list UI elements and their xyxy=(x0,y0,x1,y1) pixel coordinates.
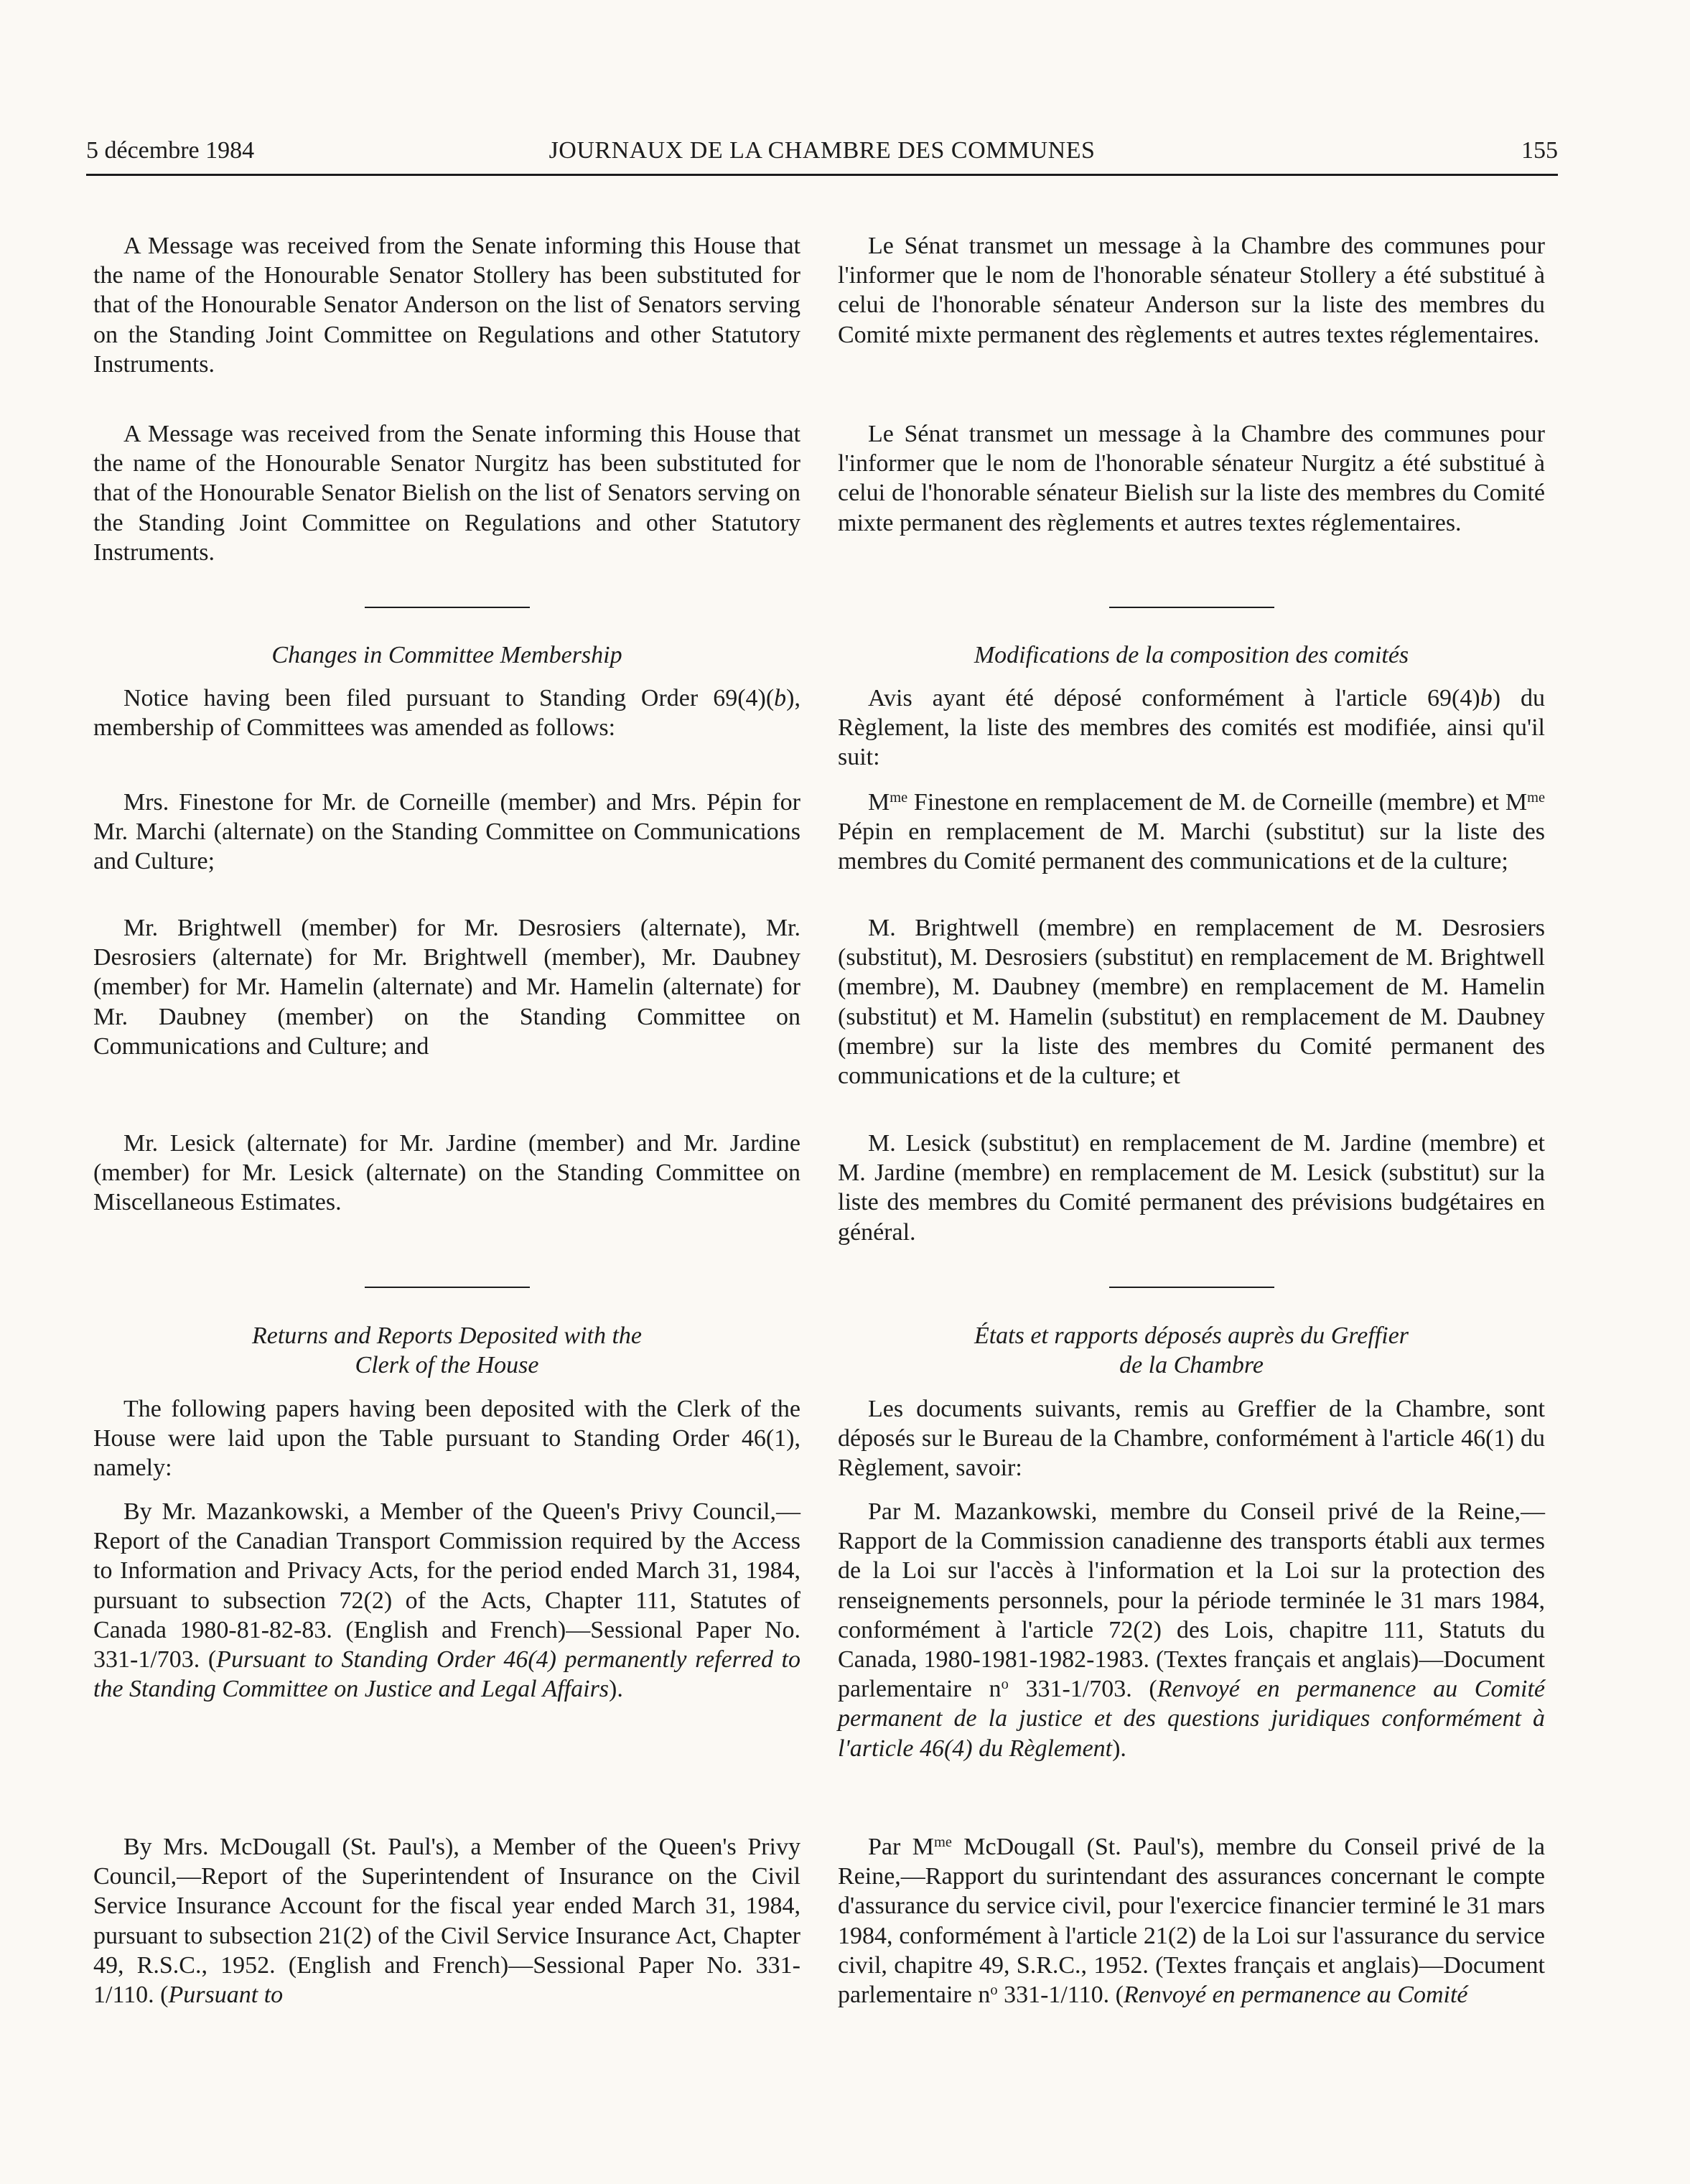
returns-heading-fr: États et rapports déposés auprès du Greffier de la Chambre xyxy=(974,1322,1409,1379)
committee-heading: Changes in Committee Membership xyxy=(271,642,622,668)
membership-change-3: Mr. Lesick (alternate) for Mr. Jardine (member) and Mr. Jardine (member) for Mr. Lesick (alternate) on the Standing Committee on Miscellaneous Estimates. xyxy=(93,1130,800,1216)
membership-change-1: Mrs. Finestone for Mr. de Corneille (member) and Mrs. Pépin for Mr. Marchi (alternate) on the Standing Committee on Communications and Culture; xyxy=(93,789,800,875)
section-divider xyxy=(93,1287,800,1288)
header-date: 5 décembre 1984 xyxy=(86,137,255,164)
senate-message-2: A Message was received from the Senate informing this House that the name of the Honourable Senator Nurgitz has been substituted for that of the Honourable Senator Bielish on the list of Senators serving on the Standing Joint Committee on Regulations and other Statutory Instruments. xyxy=(93,421,800,566)
senate-message-1: A Message was received from the Senate informing this House that the name of the Honourable Senator Stollery has been substituted for that of the Honourable Senator Anderson on the list of Senators serving on the Standing Joint Committee on Regulations and other Statutory Instruments. xyxy=(93,233,800,378)
senate-message-1-fr: Le Sénat transmet un message à la Chambre des communes pour l'informer que le nom de l'honorable sénateur Stollery a été substitué à celui de l'honorable sénateur Anderson sur la liste des membres du Comité mixte permanent des règlements et autres textes réglementaires. xyxy=(838,233,1545,348)
membership-change-2: Mr. Brightwell (member) for Mr. Desrosiers (alternate), Mr. Desrosiers (alternate) for Mr. Brightwell (member), Mr. Daubney (member) for Mr. Hamelin (alternate) and Mr. Hamelin (alternate) for Mr. Daubney (member) on the Standing Committee on Communications and Culture; and xyxy=(93,915,800,1060)
return-item-1-fr: Par M. Mazankowski, membre du Conseil privé de la Reine,—Rapport de la Commission canadienne des transports établi aux termes de la Loi sur l'accès à l'information et la Loi sur la protection des renseignements personnels, pour la période terminée le 31 mars 1984, conformément à l'article 72(2) des Lois, chapitre 111, Statuts du Canada, 1980-1981-1982-1983. (Textes français et anglais)—Document parlementaire $n^o$ 331-1/703. (Renvoyé en permanence au Comité permanent de la justice et des questions juridiques conformément à l'article 46(4) du Règlement). xyxy=(838,1498,1546,1762)
section-divider xyxy=(93,607,800,608)
return-item-1: By Mr. Mazankowski, a Member of the Queen's Privy Council,—Report of the Canadian Transport Commission required by the Access to Information and Privacy Acts, for the period ended March 31, 1984, pursuant to subsection 72(2) of the Acts, Chapter 111, Statutes of Canada 1980-81-82-83. (English and French)—Sessional Paper No. 331-1/703. (Pursuant to Standing Order 46(4) permanently referred to the Standing Committee on Justice and Legal Affairs). xyxy=(93,1498,800,1703)
return-item-2-fr: Par $M^{me}$ McDougall (St. Paul's), membre du Conseil privé de la Reine,—Rapport du surintendant des assurances concernant le compte d'assurance du service civil, pour l'exercice financier terminé le 31 mars 1984, conformément à l'article 21(2) de la Loi sur l'assurance du service civil, chapitre 49, S.R.C., 1952. (Textes français et anglais)—Document parlementaire $n^o$ 331-1/110. (Renvoyé en permanence au Comité xyxy=(838,1834,1545,2009)
membership-change-1-fr: $M^{me}$ Finestone en remplacement de M. de Corneille (membre) et $M^{me}$ Pépin en remplacement de M. Marchi (substitut) sur la liste des membres du Comité permanent des communications et de la culture; xyxy=(838,789,1545,875)
header-title: JOURNAUX DE LA CHAMBRE DES COMMUNES xyxy=(548,137,1096,164)
returns-heading: Returns and Reports Deposited with the Clerk of the House xyxy=(251,1322,642,1379)
committee-notice-fr: Avis ayant été déposé conformément à l'article 69(4)b) du Règlement, la liste des membres des comités est modifiée, ainsi qu'il suit: xyxy=(838,685,1545,771)
committee-notice: Notice having been filed pursuant to Standing Order 69(4)(b), membership of Committees was amended as follows: xyxy=(93,685,800,742)
returns-intro-fr: Les documents suivants, remis au Greffier de la Chambre, sont déposés sur le Bureau de la Chambre, conformément à l'article 46(1) du Règlement, savoir: xyxy=(838,1396,1545,1482)
page-header xyxy=(86,136,1558,176)
senate-message-2-fr: Le Sénat transmet un message à la Chambre des communes pour l'informer que le nom de l'honorable sénateur Nurgitz a été substitué à celui de l'honorable sénateur Bielish sur la liste des membres du Comité mixte permanent des règlements et autres textes réglementaires. xyxy=(838,421,1545,536)
returns-intro: The following papers having been deposited with the Clerk of the House were laid upon the Table pursuant to Standing Order 46(1), namely: xyxy=(93,1396,800,1482)
membership-change-3-fr: M. Lesick (substitut) en remplacement de M. Jardine (membre) et M. Jardine (membre) en remplacement de M. Lesick (substitut) sur la liste des membres du Comité permanent des prévisions budgétaires en général. xyxy=(838,1130,1545,1246)
section-divider xyxy=(838,607,1545,608)
section-divider xyxy=(838,1287,1545,1288)
return-item-2: By Mrs. McDougall (St. Paul's), a Member of the Queen's Privy Council,—Report of the Superintendent of Insurance on the Civil Service Insurance Account for the fiscal year ended March 31, 1984, pursuant to subsection 21(2) of the Civil Service Insurance Act, Chapter 49, R.S.C., 1952. (English and French)—Sessional Paper No. 331-1/110. (Pursuant to xyxy=(93,1834,800,2009)
committee-heading-fr: Modifications de la composition des comités xyxy=(974,642,1409,668)
page-number: 155 xyxy=(1521,137,1558,164)
membership-change-2-fr: M. Brightwell (membre) en remplacement de M. Desrosiers (substitut), M. Desrosiers (substitut) en remplacement de M. Brightwell (membre), M. Daubney (membre) en remplacement de M. Hamelin (substitut) et M. Hamelin (substitut) en remplacement de M. Daubney (membre) sur la liste des membres du Comité permanent des communications et de la culture; et xyxy=(838,915,1545,1090)
